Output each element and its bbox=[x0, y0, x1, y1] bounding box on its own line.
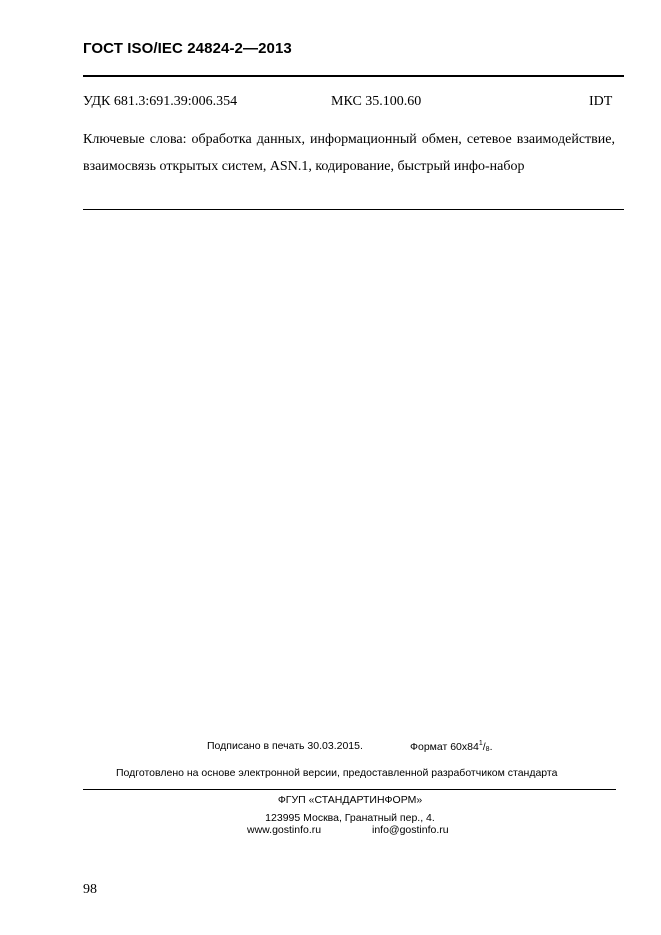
udk-code: УДК 681.3:691.39:006.354 bbox=[83, 94, 238, 109]
publisher-website: www.gostinfo.ru bbox=[247, 824, 322, 836]
paper-format-end: . bbox=[489, 741, 493, 753]
paper-format-label: Формат 60х84 bbox=[410, 741, 479, 753]
publisher-address: 123995 Москва, Гранатный пер., 4. bbox=[265, 812, 435, 824]
idt-label: IDT bbox=[589, 94, 613, 109]
header-rule bbox=[83, 75, 624, 77]
standard-code-title: ГОСТ ISO/IEC 24824-2—2013 bbox=[83, 40, 292, 57]
page-number: 98 bbox=[83, 882, 97, 897]
publisher-email: info@gostinfo.ru bbox=[372, 824, 449, 836]
prepared-note: Подготовлено на основе электронной версии, предоставленной разработчиком стандарта bbox=[116, 767, 558, 779]
mks-code: МКС 35.100.60 bbox=[331, 94, 422, 109]
signed-date: Подписано в печать 30.03.2015. bbox=[207, 740, 363, 752]
imprint-rule bbox=[83, 789, 616, 790]
paper-format-denominator: 8 bbox=[485, 746, 490, 753]
keywords-paragraph: Ключевые слова: обработка данных, информационный обмен, сетевое взаимодействие, взаимосвязь открытых систем, ASN.1, кодирование, быстрый инфо-набор bbox=[83, 132, 615, 174]
keywords-rule bbox=[83, 209, 624, 210]
publisher-name: ФГУП «СТАНДАРТИНФОРМ» bbox=[277, 794, 423, 806]
paper-format: Формат $60х84^1/_8$. bbox=[410, 740, 493, 753]
paper-format-numerator: 1 bbox=[478, 740, 483, 747]
